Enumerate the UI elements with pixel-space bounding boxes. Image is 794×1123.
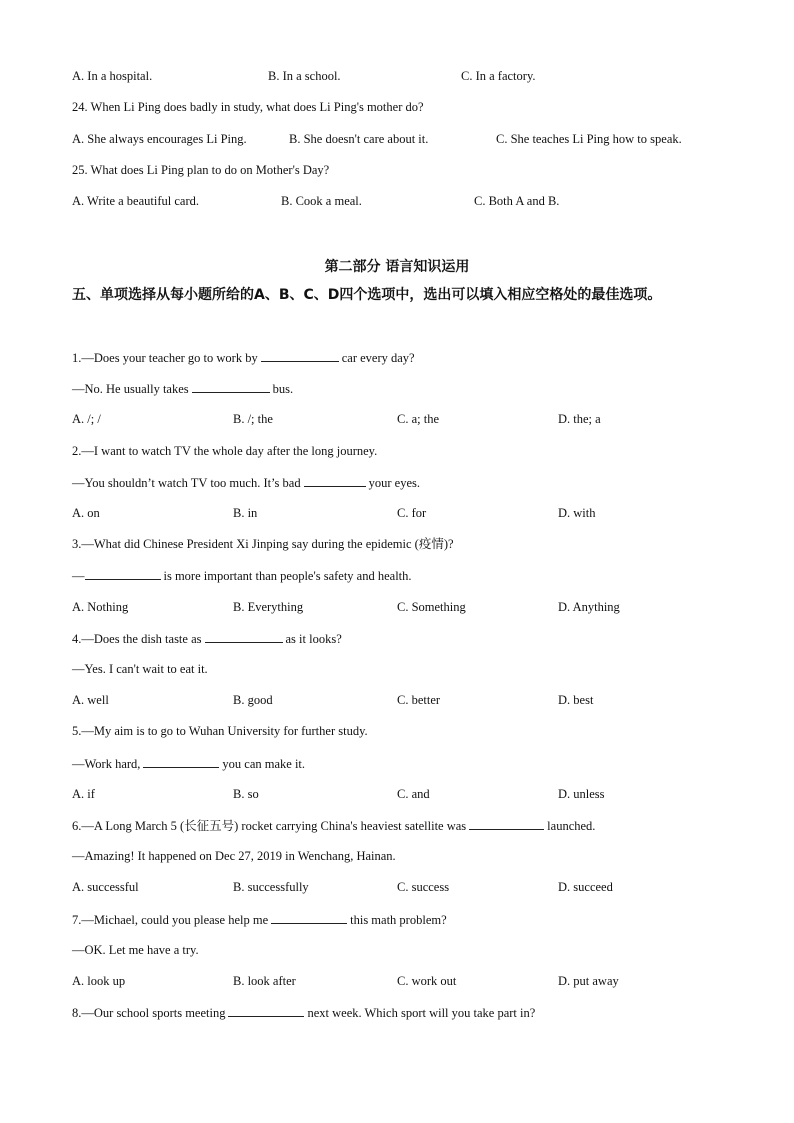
q3-text-b: is more important than people's safety and health.: [163, 569, 412, 583]
answer-blank: [228, 1004, 304, 1017]
q4-line2: —Yes. I can't wait to eat it.: [72, 662, 208, 676]
q6-option-d: D. succeed: [558, 880, 613, 894]
q7-text-a: 7.—Michael, could you please help me: [72, 913, 269, 927]
q8-text-b: next week. Which sport will you take part in?: [307, 1006, 536, 1020]
q2-line1: 2.—I want to watch TV the whole day after the long journey.: [72, 444, 378, 458]
q8-text-a: 8.—Our school sports meeting: [72, 1006, 226, 1020]
q2-text-a: —You shouldn’t watch TV too much. It’s bad: [72, 476, 301, 490]
answer-blank: [143, 755, 219, 768]
q1-text-c: —No. He usually takes: [72, 382, 189, 396]
q23-option-a: A. In a hospital.: [72, 69, 153, 83]
q1-option-a: A. /; /: [72, 412, 101, 426]
q7-option-c: C. work out: [397, 974, 457, 988]
q6-option-c: C. success: [397, 880, 450, 894]
q4-option-c: C. better: [397, 693, 441, 707]
q2-option-c: C. for: [397, 506, 427, 520]
q24-option-b: B. She doesn't care about it.: [289, 132, 429, 146]
answer-blank: [85, 567, 161, 580]
answer-blank: [469, 817, 544, 830]
q25-option-a: A. Write a beautiful card.: [72, 194, 199, 208]
answer-blank: [271, 911, 347, 924]
section-instruction: 五、单项选择从每小题所给的A、B、C、D四个选项中，选出可以填入相应空格处的最佳选项。: [72, 287, 662, 303]
q7-line2: —OK. Let me have a try.: [72, 943, 199, 957]
q6-option-b: B. successfully: [233, 880, 309, 894]
q4-option-a: A. well: [72, 693, 109, 707]
q3-option-c: C. Something: [397, 600, 466, 614]
q6-line2: —Amazing! It happened on Dec 27, 2019 in Wenchang, Hainan.: [72, 849, 396, 863]
q4-option-b: B. good: [233, 693, 273, 707]
q4-text-b: as it looks?: [285, 632, 342, 646]
section-title: 第二部分 语言知识运用: [324, 259, 470, 275]
q2-text-b: your eyes.: [368, 476, 420, 490]
q1-option-d: D. the; a: [558, 412, 601, 426]
q24-option-c: C. She teaches Li Ping how to speak.: [496, 132, 682, 146]
q25-option-b: B. Cook a meal.: [281, 194, 362, 208]
q5-text-b: you can make it.: [222, 757, 306, 771]
q1-text-d: bus.: [272, 382, 294, 396]
q7-option-d: D. put away: [558, 974, 619, 988]
q4-line1: [72, 630, 342, 647]
q4-text-a: 4.—Does the dish taste as: [72, 632, 202, 646]
q5-option-c: C. and: [397, 787, 430, 801]
q5-text-a: —Work hard,: [72, 757, 141, 771]
answer-blank: [192, 380, 270, 393]
q7-option-a: A. look up: [72, 974, 126, 988]
q2-option-d: D. with: [558, 506, 596, 520]
answer-blank: [304, 474, 366, 487]
q25-stem: 25. What does Li Ping plan to do on Mother's Day?: [72, 163, 330, 177]
q1-line1: [72, 349, 415, 366]
q5-option-b: B. so: [233, 787, 259, 801]
q3-option-b: B. Everything: [233, 600, 304, 614]
q1-option-b: B. /; the: [233, 412, 273, 426]
q3-line2: [72, 567, 412, 584]
q1-text-a: 1.—Does your teacher go to work by: [72, 351, 258, 365]
q1-option-c: C. a; the: [397, 412, 440, 426]
q3-line1: 3.—What did Chinese President Xi Jinping say during the epidemic (疫情)?: [72, 537, 454, 551]
q5-line1: 5.—My aim is to go to Wuhan University for further study.: [72, 724, 368, 738]
q7-line1: [72, 911, 447, 928]
q1-text-b: car every day?: [341, 351, 415, 365]
q24-stem: 24. When Li Ping does badly in study, what does Li Ping's mother do?: [72, 100, 424, 114]
q3-option-a: A. Nothing: [72, 600, 129, 614]
q2-option-b: B. in: [233, 506, 258, 520]
q8-line1: [72, 1004, 535, 1021]
q3-option-d: D. Anything: [558, 600, 620, 614]
q3-text-a: —: [72, 569, 85, 583]
q1-line2: [72, 380, 293, 397]
q5-line2: [72, 755, 305, 772]
q6-option-a: A. successful: [72, 880, 139, 894]
q6-line1: [72, 817, 595, 834]
q23-option-b: B. In a school.: [268, 69, 341, 83]
answer-blank: [205, 630, 283, 643]
q24-option-a: A. She always encourages Li Ping.: [72, 132, 247, 146]
q7-text-b: this math problem?: [350, 913, 447, 927]
q7-option-b: B. look after: [233, 974, 296, 988]
q4-option-d: D. best: [558, 693, 594, 707]
q25-option-c: C. Both A and B.: [474, 194, 560, 208]
q5-option-a: A. if: [72, 787, 95, 801]
q23-option-c: C. In a factory.: [461, 69, 536, 83]
q5-option-d: D. unless: [558, 787, 605, 801]
q6-text-a: 6.—A Long March 5 (长征五号) rocket carrying China's heaviest satellite was: [72, 819, 467, 833]
answer-blank: [261, 349, 339, 362]
q6-text-b: launched.: [547, 819, 596, 833]
q2-option-a: A. on: [72, 506, 100, 520]
q2-line2: [72, 474, 420, 491]
